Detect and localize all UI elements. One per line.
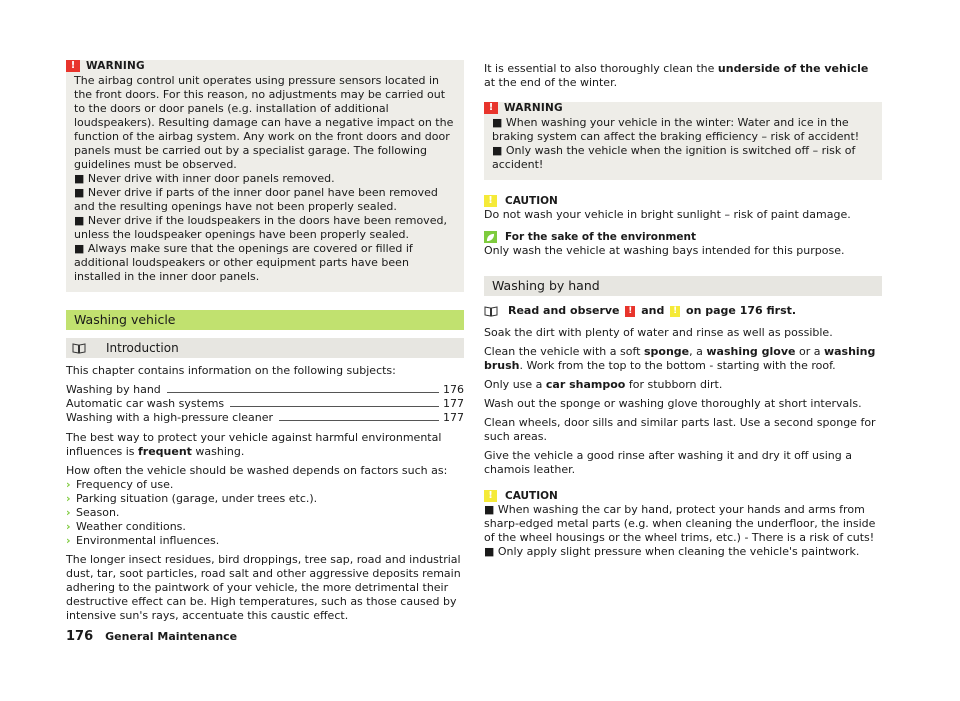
chevron-right-icon: › (66, 492, 71, 505)
toc-entry[interactable] (66, 397, 464, 411)
caution-bullet: ■ Only apply slight pressure when cleaning the vehicle's paintwork. (484, 545, 860, 558)
paragraph: The longer insect residues, bird droppings, tree sap, road and industrial dust, tar, soot particles, road salt and other aggressive deposits remain adhering to the paintwork of your vehicle, the more detrimental their destructive effect can be. High temperatures, such as those caused by intensive sun's rays, accentuate this caustic effect. (66, 553, 461, 622)
warning-bullet: ■ Never drive with inner door panels removed. (74, 172, 335, 185)
toc-entry[interactable] (66, 411, 464, 425)
caution-header (484, 194, 882, 208)
caution-ref-icon[interactable]: ! (670, 306, 680, 317)
caution-text: Do not wash your vehicle in bright sunlight – risk of paint damage. (484, 208, 851, 221)
list-item: › Environmental influences. (66, 534, 220, 547)
environment-text: Only wash the vehicle at washing bays intended for this purpose. (484, 244, 845, 257)
toc-label: Washing with a high-pressure cleaner (66, 411, 274, 424)
toc-page: 176 (443, 383, 464, 396)
chapter-title: General Maintenance (105, 630, 238, 643)
chevron-right-icon: › (66, 478, 71, 491)
warning-bullet: ■ Only wash the vehicle when the ignition is switched off – risk of accident! (492, 144, 856, 171)
caution-bullet: ■ When washing the car by hand, protect your hands and arms from sharp-edged metal parts (e.g. when cleaning the underfloor, the inside of the wheel housings or the wheel trims, etc.) - There is a risk of cuts! (484, 503, 876, 544)
paragraph: The best way to protect your vehicle against harmful environmental influences is frequent washing. (66, 431, 442, 458)
caution-icon: ! (484, 195, 497, 207)
caution-title: CAUTION (505, 490, 558, 502)
book-icon (484, 306, 498, 317)
warning-icon: ! (484, 102, 498, 114)
warning-bullet: ■ When washing your vehicle in the winter: Water and ice in the braking system can affect the braking efficiency – risk of accident! (492, 116, 860, 143)
book-icon (72, 343, 86, 354)
list-item: › Parking situation (garage, under trees etc.). (66, 492, 318, 505)
factor-list (66, 478, 464, 548)
caution-icon: ! (484, 490, 497, 502)
paragraph: Only use a car shampoo for stubborn dirt. (484, 378, 723, 391)
read-and-observe: Read and observe ! and ! on page 176 first. (484, 304, 882, 318)
paragraph: How often the vehicle should be washed depends on factors such as: (66, 464, 448, 477)
environment-title: For the sake of the environment (505, 231, 697, 243)
toc-leader (167, 392, 439, 393)
list-item: › Weather conditions. (66, 520, 186, 533)
warning-bullet: ■ Never drive if the loudspeakers in the doors have been removed, unless the loudspeaker openings have been properly sealed. (74, 214, 447, 241)
introduction-header (66, 338, 464, 358)
warning-header (484, 102, 563, 114)
environment-header (484, 230, 882, 244)
paragraph: Clean wheels, door sills and similar parts last. Use a second sponge for such areas. (484, 416, 876, 443)
warning-header (66, 60, 145, 72)
warning-bullet: ■ Always make sure that the openings are covered or filled if additional loudspeakers or other equipment parts have been installed in the inner door panels. (74, 242, 413, 283)
section-title: Washing vehicle (66, 310, 464, 330)
right-column (484, 60, 882, 559)
toc-entry[interactable] (66, 383, 464, 397)
toc-list (66, 383, 464, 425)
paragraph: Clean the vehicle with a soft sponge, a washing glove or a washing brush. Work from the top to the bottom - starting with the roof. (484, 345, 876, 372)
chevron-right-icon: › (66, 506, 71, 519)
winter-warning-box (484, 102, 882, 180)
paragraph: It is essential to also thoroughly clean the underside of the vehicle at the end of the winter. (484, 62, 869, 89)
page-number: 176 (66, 629, 94, 644)
toc-page: 177 (443, 411, 464, 424)
toc-label: Automatic car wash systems (66, 397, 225, 410)
warning-bullet: ■ Never drive if parts of the inner door panel have been removed and the resulting openings have not been properly sealed. (74, 186, 438, 213)
page-footer (66, 630, 237, 644)
caution-title: CAUTION (505, 195, 558, 207)
warning-icon: ! (66, 60, 80, 72)
toc-page: 177 (443, 397, 464, 410)
intro-text: This chapter contains information on the following subjects: (66, 364, 396, 377)
warning-text: The airbag control unit operates using pressure sensors located in the front doors. For this reason, no adjustments may be carried out to the doors or door panels (e.g. installation of additional loudspeakers). Resulting damage can have a negative impact on the function of the airbag system. Any work on the front doors and door panels must be carried out by a specialist garage. The following guidelines must be observed. (74, 74, 454, 171)
list-item: › Frequency of use. (66, 478, 174, 491)
introduction-title: Introduction (106, 341, 179, 355)
subsection-title: Washing by hand (484, 276, 882, 296)
leaf-icon (484, 231, 497, 243)
left-column (66, 60, 464, 628)
toc-leader (279, 420, 439, 421)
warning-title: WARNING (504, 102, 563, 114)
chevron-right-icon: › (66, 534, 71, 547)
chevron-right-icon: › (66, 520, 71, 533)
paragraph: Soak the dirt with plenty of water and rinse as well as possible. (484, 326, 833, 339)
toc-label: Washing by hand (66, 383, 161, 396)
list-item: › Season. (66, 506, 120, 519)
paragraph: Wash out the sponge or washing glove thoroughly at short intervals. (484, 397, 862, 410)
paragraph: Give the vehicle a good rinse after washing it and dry it off using a chamois leather. (484, 449, 852, 476)
warning-ref-icon[interactable]: ! (625, 306, 635, 317)
airbag-warning-box (66, 60, 464, 292)
caution-header (484, 489, 882, 503)
toc-leader (230, 406, 439, 407)
warning-title: WARNING (86, 60, 145, 72)
